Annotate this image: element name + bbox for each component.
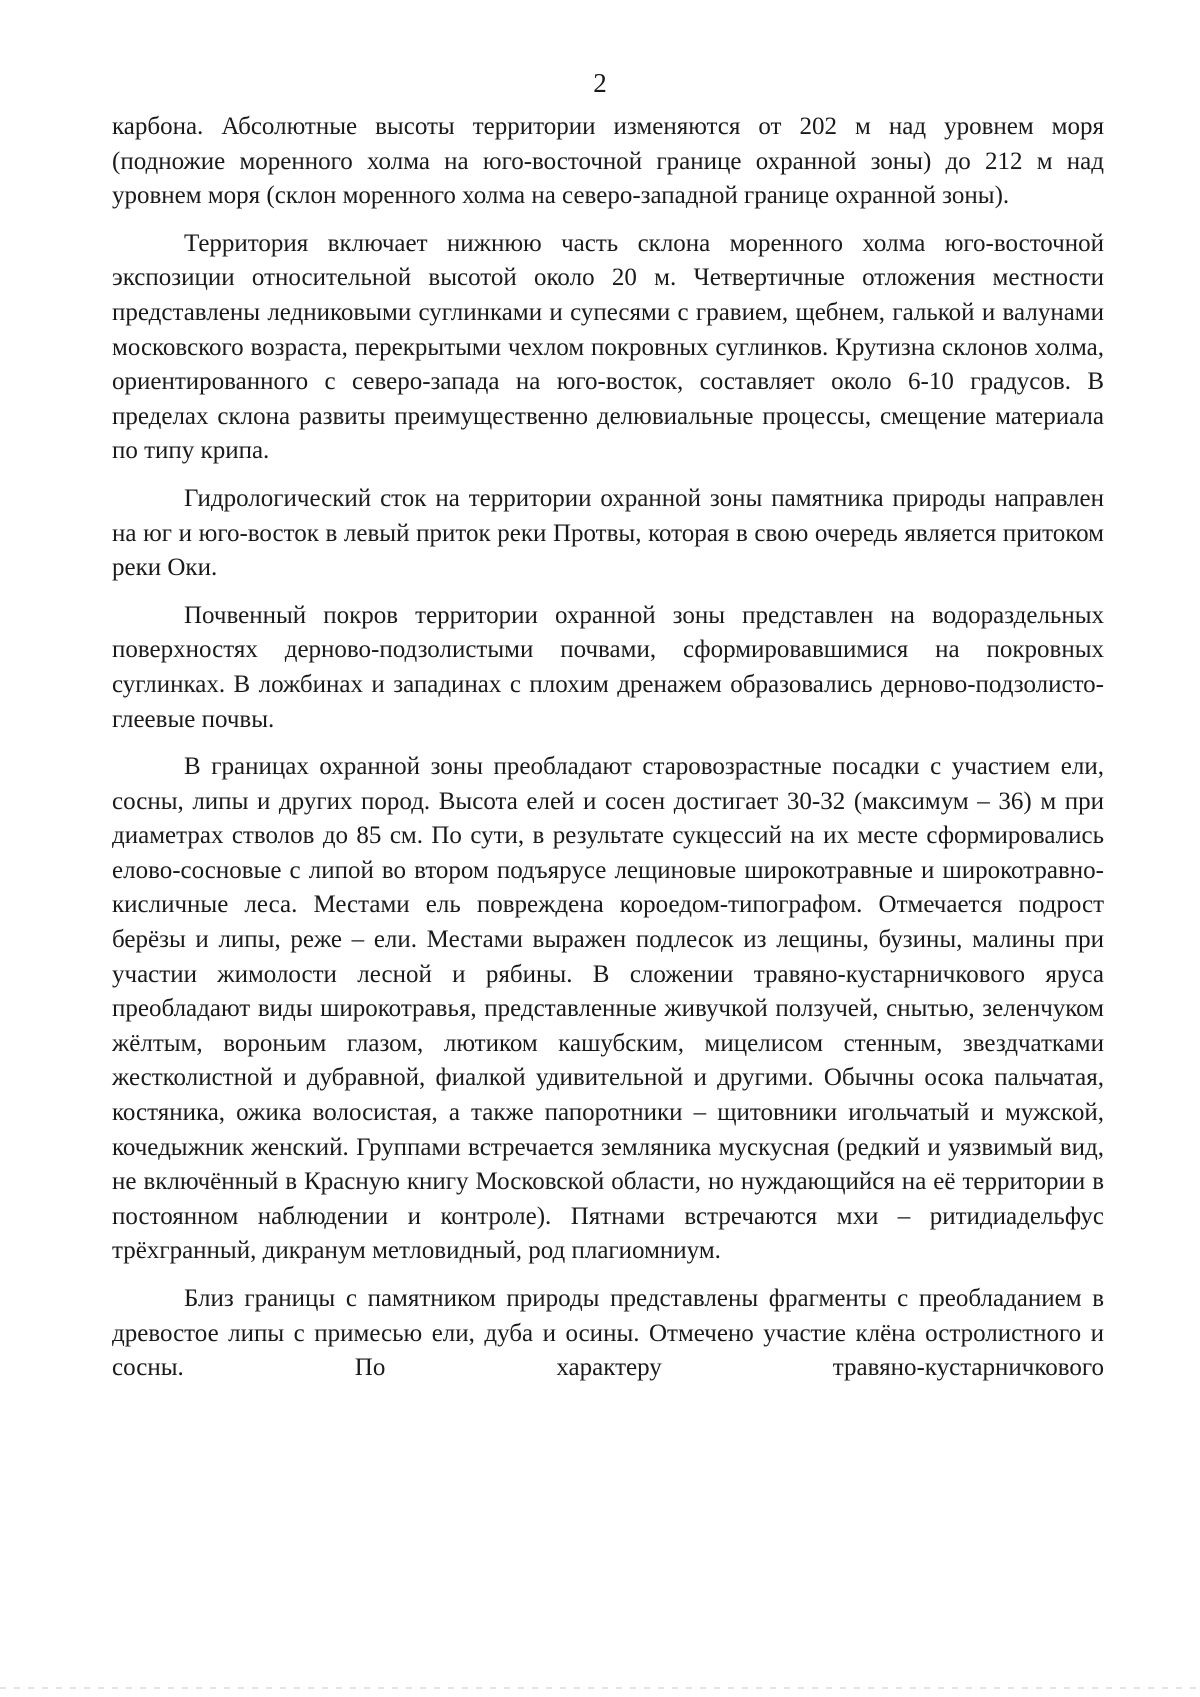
paragraph-relief-continuation: карбона. Абсолютные высоты территории изменяются от 202 м над уровнем моря (подножие моренного холма на юго-восточной границе охранной зоны) до 212 м над уровнем моря (склон моренного холма на северо-западной границе охранной зоны). — [112, 113, 1104, 210]
paragraph-territory-geology: Территория включает нижнюю часть склона моренного холма юго-восточной экспозиции относительной высотой около 20 м. Четвертичные отложения местности представлены ледниковыми суглинками и супесями с гравием, щебнем, галькой и валунами московского возраста, перекрытыми чехлом покровных суглинков. Крутизна склонов холма, ориентированного с северо-запада на юго-восток, составляет около 6-10 градусов. В пределах склона развиты преимущественно делювиальные процессы, смещение материала по типу крипа. — [112, 229, 1104, 465]
paragraph-soils: Почвенный покров территории охранной зоны представлен на водораздельных поверхностях дерново-подзолистыми почвами, сформировавшимися на покровных суглинках. В ложбинах и западинах с плохим дренажем образовались дерново-подзолисто-глеевые почвы. — [112, 601, 1104, 733]
scan-edge-artifact — [0, 1687, 1200, 1689]
page-number: 2 — [593, 68, 607, 98]
paragraph-vegetation: В границах охранной зоны преобладают старовозрастные посадки с участием ели, сосны, липы и других пород. Высота елей и сосен достигает 30-32 (максимум – 36) м при диаметрах стволов до 85 см. По сути, в результате сукцессий на их месте сформировались елово-сосновые с липой во втором подъярусе лещиновые широкотравные и широкотравно-кисличные леса. Местами ель повреждена короедом-типографом. Отмечается подрост берёзы и липы, реже – ели. Местами выражен подлесок из лещины, бузины, малины при участии жимолости лесной и рябины. В сложении травяно-кустарничкового яруса преобладают виды широкотравья, представленные живучкой ползучей, снытью, зеленчуком жёлтым, вороньим глазом, лютиком кашубским, мицелисом стенным, звездчатками жестколистной и дубравной, фиалкой удивительной и другими. Обычны осока пальчатая, костяника, ожика волосистая, а также папоротники – щитовники игольчатый и мужской, кочедыжник женский. Группами встречается земляника мускусная (редкий и уязвимый вид, не включённый в Красную книгу Московской области, но нуждающийся на её территории в постоянном наблюдении и контроле). Пятнами встречаются мхи – ритидиадельфус трёхгранный, дикранум метловидный, род плагиомниум. — [112, 753, 1104, 1265]
paragraph-hydrology: Гидрологический сток на территории охранной зоны памятника природы направлен на юг и юго-восток в левый приток реки Протвы, которая в свою очередь является притоком реки Оки. — [112, 484, 1104, 582]
body-text — [112, 110, 1104, 1399]
paragraph-border-fragments: Близ границы с памятником природы представлены фрагменты с преобладанием в древостое липы с примесью ели, дуба и осины. Отмечено участие клёна остролистного и сосны. По характеру травяно-кустарничкового — [112, 1285, 1104, 1382]
